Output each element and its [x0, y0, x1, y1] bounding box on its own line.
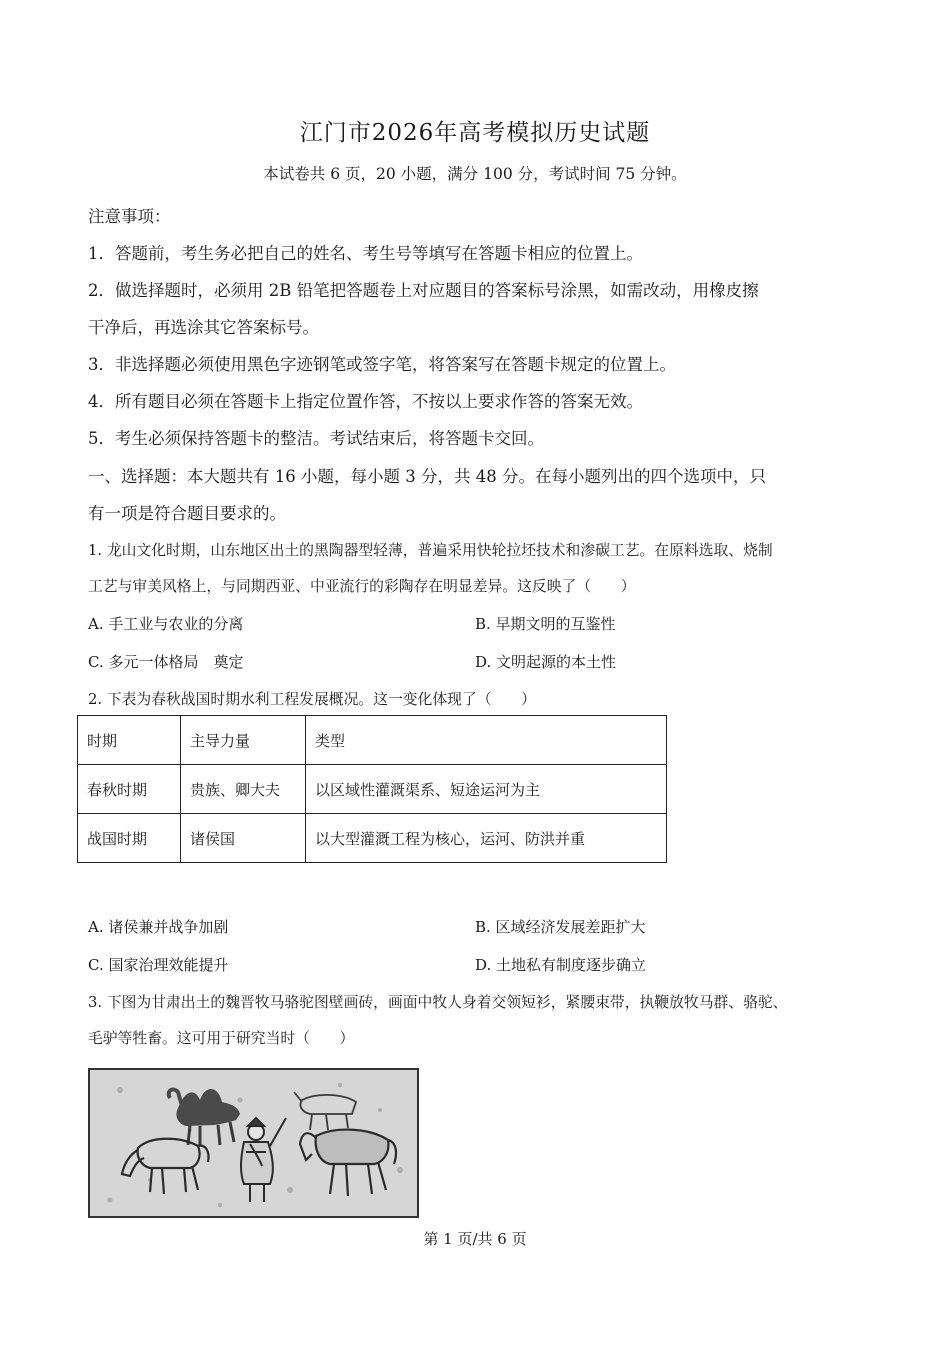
notice-heading: 注意事项： — [88, 207, 171, 226]
table-cell: 以区域性灌溉渠系、短途运河为主 — [306, 765, 667, 814]
water-projects-table — [77, 715, 667, 863]
notice-item-4: 4．所有题目必须在答题卡上指定位置作答，不按以上要求作答的答案无效。 — [88, 392, 643, 411]
notice-item-2: 2．做选择题时，必须用 2B 铅笔把答题卷上对应题目的答案标号涂黑，如需改动，用橡皮擦 — [88, 281, 759, 300]
q1-option-c: C. 多元一体格局 奠定 — [88, 653, 244, 671]
table-cell: 贵族、卿大夫 — [181, 765, 306, 814]
notice-item-5: 5．考生必须保持答题卡的整洁。考试结束后，将答题卡交回。 — [88, 429, 544, 448]
table-cell: 诸侯国 — [181, 814, 306, 863]
q1-option-b: B. 早期文明的互鉴性 — [475, 615, 616, 633]
q1-option-a: A. 手工业与农业的分离 — [88, 615, 244, 633]
q2-option-c: C. 国家治理效能提升 — [88, 956, 229, 974]
table-row — [78, 765, 667, 814]
table-header-row — [78, 716, 667, 765]
section-heading-cont: 有一项是符合题目要求的。 — [88, 504, 286, 523]
table-header-cell: 时期 — [78, 716, 181, 765]
notice-item-1: 1．答题前，考生务必把自己的姓名、考生号等填写在答题卡相应的位置上。 — [88, 244, 643, 263]
q2-option-d: D. 土地私有制度逐步确立 — [475, 956, 647, 974]
exam-info: 本试卷共 6 页，20 小题，满分 100 分，考试时间 75 分钟。 — [263, 165, 687, 183]
q2-option-b: B. 区域经济发展差距扩大 — [475, 918, 646, 936]
table-cell: 战国时期 — [78, 814, 181, 863]
table-cell: 以大型灌溉工程为核心，运河、防洪并重 — [306, 814, 667, 863]
q3-stem-cont: 毛驴等牲畜。这可用于研究当时（ ） — [88, 1030, 355, 1047]
page-title: 江门市2026年高考模拟历史试题 — [299, 120, 651, 146]
q1-stem-cont: 工艺与审美风格上，与同期西亚、中亚流行的彩陶存在明显差异。这反映了（ ） — [88, 578, 636, 595]
q2-option-a: A. 诸侯兼并战争加剧 — [88, 918, 229, 936]
table-header-cell: 主导力量 — [181, 716, 306, 765]
mural-brick-image — [88, 1068, 419, 1218]
notice-item-2-cont: 干净后，再选涂其它答案标号。 — [88, 318, 319, 337]
notice-item-3: 3．非选择题必须使用黑色字迹钢笔或签字笔，将答案写在答题卡规定的位置上。 — [88, 355, 676, 374]
q2-stem: 2. 下表为春秋战国时期水利工程发展概况。这一变化体现了（ ） — [88, 691, 536, 708]
table-header-cell: 类型 — [306, 716, 667, 765]
page-footer: 第 1 页/共 6 页 — [423, 1230, 527, 1248]
mural-drawing — [90, 1070, 417, 1216]
q3-stem: 3. 下图为甘肃出土的魏晋牧马骆驼图壁画砖，画面中牧人身着交领短衫，紧腰束带，执鞭放牧马群、骆驼、 — [88, 994, 788, 1011]
section-heading: 一、选择题：本大题共有 16 小题，每小题 3 分，共 48 分。在每小题列出的四个选项中，只 — [88, 467, 766, 486]
q1-option-d: D. 文明起源的本土性 — [475, 653, 617, 671]
table-row — [78, 814, 667, 863]
table-cell: 春秋时期 — [78, 765, 181, 814]
q1-stem: 1. 龙山文化时期，山东地区出土的黑陶器型轻薄，普遍采用快轮拉坯技术和渗碳工艺。在原料选取、烧制 — [88, 542, 773, 559]
